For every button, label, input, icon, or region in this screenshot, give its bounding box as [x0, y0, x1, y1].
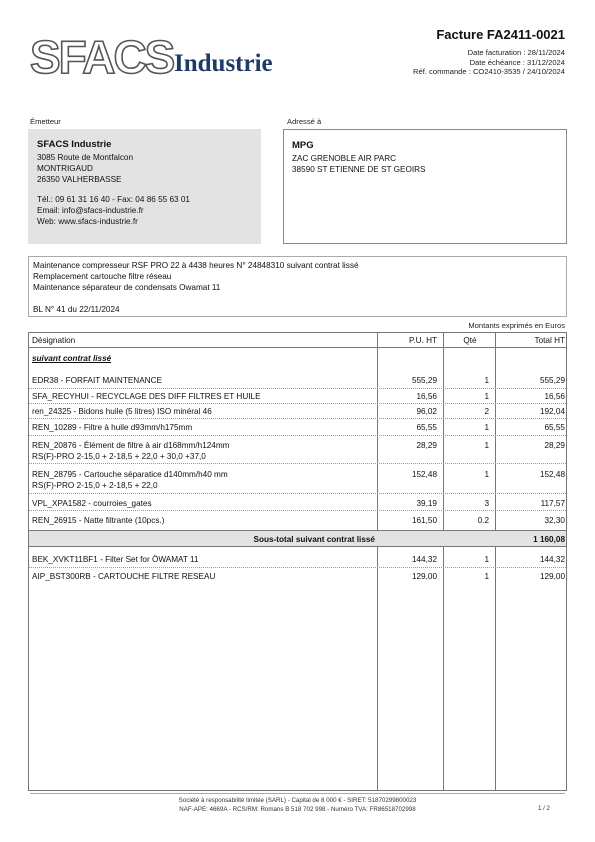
table-row: [29, 568, 566, 585]
row-pu: 152,48: [411, 470, 437, 479]
row-pu: 16,56: [416, 392, 437, 401]
row-pu: 161,50: [411, 516, 437, 525]
table-row: [29, 511, 566, 528]
page-number: 1 / 2: [537, 805, 550, 812]
currency-note: Montants exprimés en Euros: [468, 321, 565, 330]
row-pu: 39,19: [416, 499, 437, 508]
destinataire-name: MPG: [292, 140, 314, 151]
destinataire-box: [283, 129, 567, 244]
emetteur-phone: Tél.: 09 61 31 16 40 - Fax: 04 86 55 63 01: [37, 195, 190, 204]
section-title: suivant contrat lissé: [32, 354, 112, 363]
date-echeance: Date échéance : 31/12/2024: [469, 57, 565, 67]
logo-sfacs-text: SFACS: [30, 31, 174, 83]
destinataire-address-line: ZAC GRENOBLE AIR PARC: [292, 154, 397, 163]
row-designation: REN_26915 - Natte filtrante (10pcs.): [32, 516, 165, 525]
row-designation: BEK_XVKT11BF1 - Filter Set for ÖWAMAT 11: [32, 555, 199, 564]
footer-legal-line: NAF-APE: 4669A - RCS/RM: Romans B 518 702 998 - Numéro TVA: FR86518702998: [179, 806, 416, 813]
row-qte: 1: [484, 392, 489, 401]
row-qte: 1: [484, 572, 489, 581]
emetteur-address-line: MONTRIGAUD: [37, 164, 93, 173]
invoice-title: Facture FA2411-0021: [436, 27, 565, 42]
table-row: [29, 436, 566, 464]
table-row: [29, 374, 566, 389]
row-total: 152,48: [539, 470, 565, 479]
row-pu: 555,29: [411, 376, 437, 385]
row-qte: 1: [484, 470, 489, 479]
header-pu: P.U. HT: [408, 336, 437, 345]
row-designation-detail: RS(F)-PRO 2-15,0 + 2-18,5 + 22,0: [32, 481, 158, 490]
row-pu: 65,55: [416, 423, 437, 432]
row-qte: 1: [484, 423, 489, 432]
emetteur-web: Web: www.sfacs-industrie.fr: [37, 217, 138, 226]
row-total: 192,04: [539, 407, 565, 416]
row-designation: VPL_XPA1582 - courroies_gates: [32, 499, 152, 508]
invoice-header: [413, 27, 565, 77]
row-pu: 144,32: [411, 555, 437, 564]
row-designation: ren_24325 - Bidons huile (5 litres) ISO minéral 46: [32, 407, 212, 416]
row-pu: 96,02: [416, 407, 437, 416]
emetteur-label: Émetteur: [30, 117, 61, 126]
footer: [0, 796, 595, 814]
row-total: 117,57: [540, 499, 565, 508]
row-total: 32,30: [544, 516, 565, 525]
row-qte: 3: [484, 499, 489, 508]
row-designation: REN_28795 - Cartouche séparatice d140mm/h40 mm: [32, 470, 228, 479]
emetteur-address-line: 26350 VALHERBASSE: [37, 175, 122, 184]
row-designation: AIP_BST300RB - CARTOUCHE FILTRE RESEAU: [32, 572, 216, 581]
row-total: 28,29: [544, 441, 565, 450]
destinataire-address-line: 38590 ST ETIENNE DE ST GEOIRS: [292, 165, 426, 174]
table-header: [29, 333, 566, 348]
table-row: [29, 494, 566, 511]
row-designation: REN_10289 - Filtre à huile d93mm/h175mm: [32, 423, 193, 432]
row-qte: 2: [484, 407, 489, 416]
table-row: [29, 389, 566, 404]
header-total: Total HT: [534, 336, 565, 345]
table-row: [29, 464, 566, 494]
company-logo: [30, 31, 290, 84]
table-row: [29, 551, 566, 568]
logo-industrie-text: Industrie: [174, 50, 273, 77]
invoice-table: [28, 332, 567, 791]
row-designation: REN_20876 - Élément de filtre à air d168mm/h124mm: [32, 441, 230, 450]
description-line: Maintenance séparateur de condensats Owamat 11: [33, 283, 221, 292]
footer-legal-line: Société à responsabilité limitée (SARL) - Capital de 8 000 € - SIRET: 51870299800023: [178, 797, 417, 804]
header-designation: Désignation: [32, 336, 76, 345]
row-total: 16,56: [544, 392, 565, 401]
table-row: [29, 404, 566, 419]
subtotal-value: 1 160,08: [533, 535, 565, 544]
row-total: 144,32: [539, 555, 565, 564]
date-facturation: Date facturation : 28/11/2024: [467, 48, 565, 57]
row-designation-detail: RS(F)-PRO 2-15,0 + 2-18,5 + 22,0 + 30,0 +37,0: [32, 452, 206, 461]
row-qte: 1: [484, 555, 489, 564]
description-line: Remplacement cartouche filtre réseau: [33, 272, 172, 281]
emetteur-box: [28, 129, 261, 244]
ref-commande: Réf. commande : CO2410-3535 / 24/10/2024: [413, 67, 565, 76]
emetteur-address-line: 3085 Route de Montfalcon: [37, 153, 134, 162]
adresse-label: Adressé à: [287, 117, 322, 126]
row-pu: 28,29: [416, 441, 437, 450]
row-qte: 0.2: [477, 516, 489, 525]
emetteur-name: SFACS Industrie: [37, 139, 112, 150]
row-total: 129,00: [539, 572, 565, 581]
row-qte: 1: [484, 441, 489, 450]
row-total: 65,55: [544, 423, 565, 432]
description-box: [28, 256, 567, 317]
header-qte: Qté: [463, 336, 477, 345]
row-pu: 129,00: [411, 572, 437, 581]
row-designation: SFA_RECYHUI - RECYCLAGE DES DIFF FILTRES ET HUILE: [32, 392, 261, 401]
emetteur-email: Email: info@sfacs-industrie.fr: [37, 206, 144, 215]
footer-divider: [30, 793, 565, 794]
table-row: [29, 419, 566, 436]
subtotal-row: [29, 530, 566, 547]
section-row: [29, 353, 566, 367]
description-line: Maintenance compresseur RSF PRO 22 à 4438 heures N° 24848310 suivant contrat lissé: [33, 261, 359, 270]
row-total: 555,29: [539, 376, 565, 385]
row-qte: 1: [484, 376, 489, 385]
subtotal-label: Sous-total suivant contrat lissé: [253, 535, 375, 544]
row-designation: EDR38 - FORFAIT MAINTENANCE: [32, 376, 162, 385]
bl-reference: BL N° 41 du 22/11/2024: [33, 305, 120, 314]
